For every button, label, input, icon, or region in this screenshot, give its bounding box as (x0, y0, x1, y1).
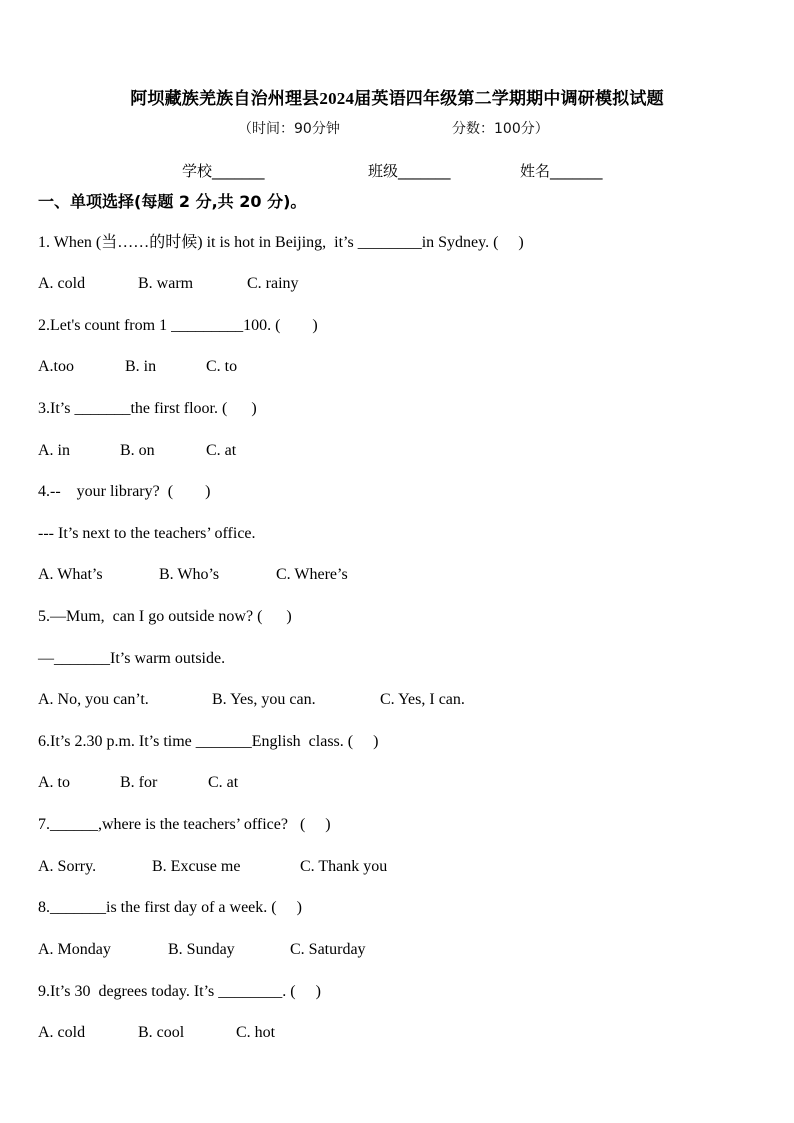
question-stem: 7.______,where is the teachers’ office? ( ) (38, 816, 331, 833)
question-stem: 4.-- your library? ( ) (38, 483, 211, 500)
option-a[interactable]: A. to (38, 774, 70, 791)
option-a[interactable]: A. No, you can’t. (38, 691, 149, 708)
option-a[interactable]: A. cold (38, 1024, 86, 1041)
question-stem: 9.It’s 30 degrees today. It’s ________. ( ) (38, 983, 321, 1000)
option-a[interactable]: A.too (38, 358, 74, 375)
option-b[interactable]: B. warm (138, 275, 194, 292)
option-b[interactable]: B. on (120, 442, 155, 459)
question-stem: 5.—Mum, can I go outside now? ( ) (38, 608, 292, 625)
question-stem: 3.It’s _______the first floor. ( ) (38, 400, 257, 417)
question-stem: 8._______is the first day of a week. ( ) (38, 899, 302, 916)
question-stem: 1. When (当……的时候) it is hot in Beijing, it’s ________in Sydney. ( ) (38, 234, 524, 251)
option-c[interactable]: C. rainy (247, 275, 299, 292)
option-b[interactable]: B. for (120, 774, 158, 791)
option-c[interactable]: C. Where’s (276, 566, 348, 583)
option-a[interactable]: A. cold (38, 275, 86, 292)
exam-score: 分数：100分） (452, 121, 549, 137)
option-b[interactable]: B. cool (138, 1024, 185, 1041)
option-a[interactable]: A. Sorry. (38, 858, 97, 875)
option-c[interactable]: C. Yes, I can. (380, 691, 465, 708)
question-stem: 6.It’s 2.30 p.m. It’s time _______English class. ( ) (38, 733, 379, 750)
option-a[interactable]: A. in (38, 442, 70, 459)
option-a[interactable]: A. What’s (38, 566, 103, 583)
option-c[interactable]: C. at (208, 774, 239, 791)
school-field[interactable]: 学校_______ (182, 162, 265, 180)
option-c[interactable]: C. at (206, 442, 237, 459)
option-b[interactable]: B. Yes, you can. (212, 691, 316, 708)
question-dialogue-line: —_______It’s warm outside. (38, 650, 226, 667)
section-heading: 一、单项选择(每题 2 分,共 20 分)。 (38, 192, 307, 211)
option-b[interactable]: B. Who’s (159, 566, 220, 583)
option-b[interactable]: B. Sunday (168, 941, 235, 958)
option-c[interactable]: C. to (206, 358, 238, 375)
option-c[interactable]: C. Thank you (300, 858, 388, 875)
class-field[interactable]: 班级_______ (368, 162, 451, 180)
question-dialogue-line: --- It’s next to the teachers’ office. (38, 525, 256, 542)
name-field[interactable]: 姓名_______ (520, 162, 603, 180)
page-title: 阿坝藏族羌族自治州理县2024届英语四年级第二学期期中调研模拟试题 (130, 89, 664, 108)
option-c[interactable]: C. Saturday (290, 941, 366, 958)
option-c[interactable]: C. hot (236, 1024, 276, 1041)
option-b[interactable]: B. Excuse me (152, 858, 241, 875)
option-a[interactable]: A. Monday (38, 941, 111, 958)
exam-time: （时间：90分钟 (238, 121, 340, 137)
option-b[interactable]: B. in (125, 358, 157, 375)
question-stem: 2.Let's count from 1 _________100. ( ) (38, 317, 318, 334)
